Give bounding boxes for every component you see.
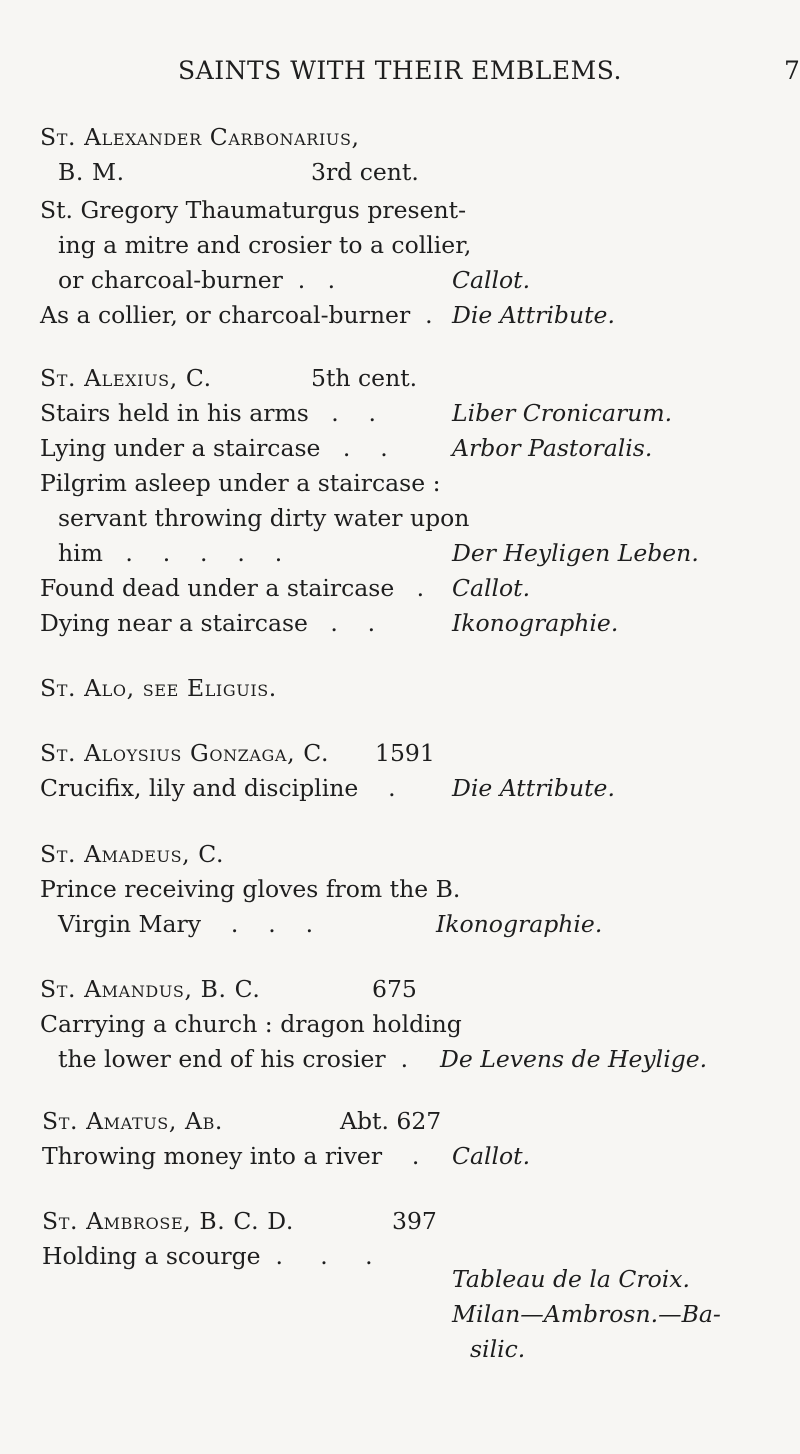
emblem-line: As a collier, or charcoal-burner . (40, 301, 433, 329)
emblem-source: Die Attribute. (452, 774, 615, 802)
emblem-line: Holding a scourge . . . (42, 1242, 373, 1270)
running-header: SAINTS WITH THEIR EMBLEMS. (178, 56, 622, 85)
emblem-line: Found dead under a staircase . (40, 574, 425, 602)
entry-date: 1591 (375, 739, 435, 767)
entry-heading-alexander-carbonarius: St. Alexander Carbonarius, (40, 123, 360, 151)
emblem-line: Carrying a church : dragon holding (40, 1010, 462, 1038)
entry-heading-amadeus: St. Amadeus, C. (40, 840, 225, 868)
emblem-source: Callot. (452, 1142, 531, 1170)
entry-heading-alexius: St. Alexius, C. (40, 364, 212, 392)
emblem-line: Stairs held in his arms . . (40, 399, 377, 427)
emblem-source: silic. (470, 1335, 526, 1363)
emblem-source: Arbor Pastoralis. (452, 434, 653, 462)
emblem-source: Tableau de la Croix. (452, 1265, 690, 1293)
emblem-line: him . . . . . (58, 539, 283, 567)
emblem-line: Virgin Mary . . . (58, 910, 314, 938)
emblem-line: Throwing money into a river . (42, 1142, 420, 1170)
emblem-line: servant throwing dirty water upon (58, 504, 470, 532)
entry-heading-amandus: St. Amandus, B. C. (40, 975, 261, 1003)
emblem-source: Ikonographie. (436, 910, 603, 938)
emblem-source: De Levens de Heylige. (440, 1045, 708, 1073)
emblem-line: or charcoal-burner . . (58, 266, 336, 294)
emblem-source: Liber Cronicarum. (452, 399, 673, 427)
emblem-source: Die Attribute. (452, 301, 615, 329)
emblem-line: the lower end of his crosier . (58, 1045, 409, 1073)
entry-heading-continuation: B. M. (58, 158, 125, 186)
emblem-line: Pilgrim asleep under a staircase : (40, 469, 441, 497)
entry-date: 675 (372, 975, 417, 1003)
entry-date: 3rd cent. (311, 158, 419, 186)
emblem-line: Crucifix, lily and discipline . (40, 774, 396, 802)
entry-heading-alo: St. Alo, see Eliguis. (40, 674, 277, 702)
entry-heading-aloysius-gonzaga: St. Aloysius Gonzaga, C. (40, 739, 330, 767)
emblem-source: Milan—Ambrosn.—Ba- (452, 1300, 721, 1328)
emblem-source: Callot. (452, 574, 531, 602)
page-number: 7 (784, 56, 800, 85)
entry-date: 5th cent. (311, 364, 418, 392)
emblem-line: Prince receiving gloves from the B. (40, 875, 461, 903)
entry-heading-amatus: St. Amatus, Ab. (42, 1107, 223, 1135)
entry-date: 397 (392, 1207, 437, 1235)
emblem-line: ing a mitre and crosier to a collier, (58, 231, 472, 259)
emblem-line: St. Gregory Thaumaturgus present- (40, 196, 467, 224)
entry-date: Abt. 627 (340, 1107, 442, 1135)
emblem-line: Dying near a staircase . . (40, 609, 376, 637)
emblem-source: Der Heyligen Leben. (452, 539, 699, 567)
emblem-line: Lying under a staircase . . (40, 434, 388, 462)
entry-heading-ambrose: St. Ambrose, B. C. D. (42, 1207, 294, 1235)
emblem-source: Ikonographie. (452, 609, 619, 637)
emblem-source: Callot. (452, 266, 531, 294)
